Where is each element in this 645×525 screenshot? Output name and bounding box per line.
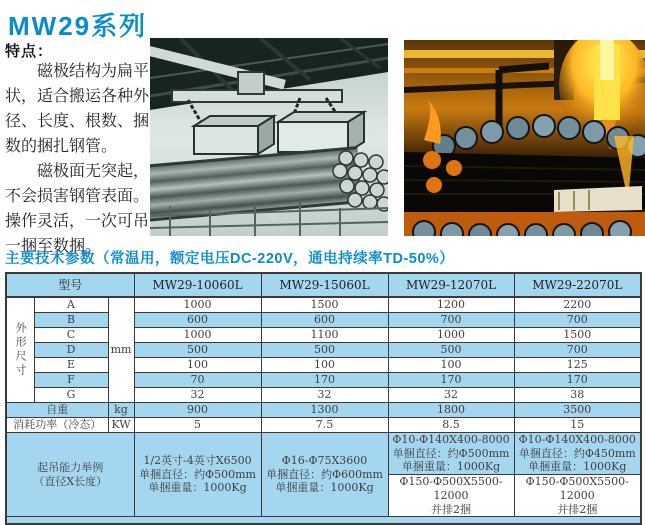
right-product-photo	[404, 40, 645, 236]
dim-value: 500	[261, 342, 388, 357]
dim-value: 170	[261, 372, 388, 387]
dim-value: 125	[514, 357, 641, 372]
dim-value: 500	[134, 342, 261, 357]
dim-label: B	[34, 312, 108, 327]
features-label: 特点：	[5, 43, 54, 60]
capacity-line: Φ10-Φ140X400-8000	[392, 432, 510, 446]
dim-value: 600	[261, 312, 388, 327]
dim-label: E	[34, 357, 108, 372]
capacity-label-line1: 起吊能力举例	[37, 460, 104, 474]
dim-value: 32	[261, 387, 388, 402]
table-header-row	[6, 273, 641, 297]
weight-value: 3500	[514, 402, 641, 417]
dim-value: 1500	[514, 327, 641, 342]
dim-value: 1000	[134, 297, 261, 312]
weight-label: 自重	[6, 402, 108, 417]
features-paragraph-1: 磁极结构为扁平状，适合搬运各种外径、长度、根数、捆数的捆扎钢管。	[5, 61, 150, 155]
weight-value: 1800	[388, 402, 514, 417]
dim-label: A	[34, 297, 108, 312]
capacity-line: Φ150-Φ500X5500-12000	[399, 475, 503, 502]
hot-mill-pipes-photo-graphic	[404, 40, 645, 236]
dim-value: 100	[134, 357, 261, 372]
dim-row-A	[6, 297, 641, 312]
dim-label: C	[34, 327, 108, 342]
dim-value: 700	[514, 342, 641, 357]
dim-value: 700	[514, 312, 641, 327]
capacity-cell-1	[134, 432, 261, 517]
spec-table	[5, 272, 642, 525]
dim-row-B	[6, 312, 641, 327]
weight-value: 900	[134, 402, 261, 417]
capacity-label	[6, 432, 134, 517]
dim-value: 1500	[261, 297, 388, 312]
dim-row-G	[6, 387, 641, 402]
power-label: 消耗功率（冷态）	[6, 417, 108, 432]
capacity-line: 1/2英寸-4英寸X6500	[143, 453, 252, 467]
params-section-title: 主要技术参数（常温用，额定电压DC-220V，通电持续率TD-50%）	[5, 251, 455, 267]
dim-value: 38	[514, 387, 641, 402]
dim-row-F	[6, 372, 641, 387]
power-value: 5	[134, 417, 261, 432]
crane-magnet-photo-graphic	[150, 38, 388, 236]
dim-label: D	[34, 342, 108, 357]
dim-value: 700	[388, 312, 514, 327]
footer-band-cell	[6, 517, 641, 524]
capacity-line: Φ10-Φ140X400-8000	[518, 432, 636, 446]
capacity-line: 单捆直径：约Φ600mm	[266, 467, 383, 481]
dim-value: 100	[261, 357, 388, 372]
dim-value: 170	[514, 372, 641, 387]
capacity-line: 并排2捆	[431, 502, 472, 516]
power-row	[6, 417, 641, 432]
power-value: 7.5	[261, 417, 388, 432]
model-col-1: MW29-10060L	[134, 273, 261, 297]
model-header-cell: 型号	[6, 273, 134, 297]
dim-value: 2200	[514, 297, 641, 312]
capacity-line: 单捆重量：1000Kg	[275, 481, 374, 495]
dim-label: F	[34, 372, 108, 387]
features-paragraph-2: 磁极面无突起，不会损害钢管表面。操作灵活，一次可吊一捆至数捆。	[5, 161, 150, 255]
dim-value: 600	[134, 312, 261, 327]
capacity-line: Φ150-Φ500X5500-12000	[525, 475, 629, 502]
dim-value: 1100	[261, 327, 388, 342]
page-title: MW29系列	[8, 11, 148, 41]
power-value: 8.5	[388, 417, 514, 432]
features-text	[5, 58, 149, 258]
weight-row	[6, 402, 641, 417]
capacity-line: 并排2捆	[557, 502, 598, 516]
capacity-line: 单捆直径：约Φ450mm	[518, 446, 636, 460]
dim-value: 170	[388, 372, 514, 387]
left-product-photo	[150, 38, 388, 236]
dim-value: 500	[388, 342, 514, 357]
table-footer-band	[6, 517, 641, 524]
capacity-line: 单捆重量：1000Kg	[528, 460, 627, 474]
dim-row-D	[6, 342, 641, 357]
dim-row-C	[6, 327, 641, 342]
dim-value: 32	[388, 387, 514, 402]
capacity-cell-2	[261, 432, 388, 517]
model-col-2: MW29-15060L	[261, 273, 388, 297]
dim-label: G	[34, 387, 108, 402]
capacity-line: Φ16-Φ75X3600	[281, 453, 368, 467]
model-col-4: MW29-22070L	[514, 273, 641, 297]
dim-value: 1000	[134, 327, 261, 342]
dim-value: 1200	[388, 297, 514, 312]
capacity-cell-3-bottom	[388, 475, 514, 517]
capacity-cell-4-bottom	[514, 475, 641, 517]
capacity-line: 单捆直径：约Φ500mm	[392, 446, 510, 460]
dim-row-E	[6, 357, 641, 372]
dim-value: 32	[134, 387, 261, 402]
capacity-line: 单捆直径：约Φ500mm	[139, 467, 256, 481]
dim-value: 70	[134, 372, 261, 387]
capacity-line: 单捆重量：1000Kg	[401, 460, 501, 474]
capacity-line: 单捆重量：1000Kg	[148, 481, 247, 495]
model-col-3: MW29-12070L	[388, 273, 514, 297]
capacity-cell-3-top	[388, 432, 514, 474]
capacity-row-top	[6, 432, 641, 474]
power-unit: KW	[108, 417, 134, 432]
weight-unit: kg	[108, 402, 134, 417]
weight-value: 1300	[261, 402, 388, 417]
capacity-cell-4-top	[514, 432, 641, 474]
dim-value: 1000	[388, 327, 514, 342]
capacity-label-line2: （直径X长度）	[33, 474, 108, 488]
dimensions-group-label: 外形尺寸	[6, 297, 34, 402]
dim-value: 100	[388, 357, 514, 372]
dim-unit: mm	[108, 297, 134, 402]
power-value: 15	[514, 417, 641, 432]
